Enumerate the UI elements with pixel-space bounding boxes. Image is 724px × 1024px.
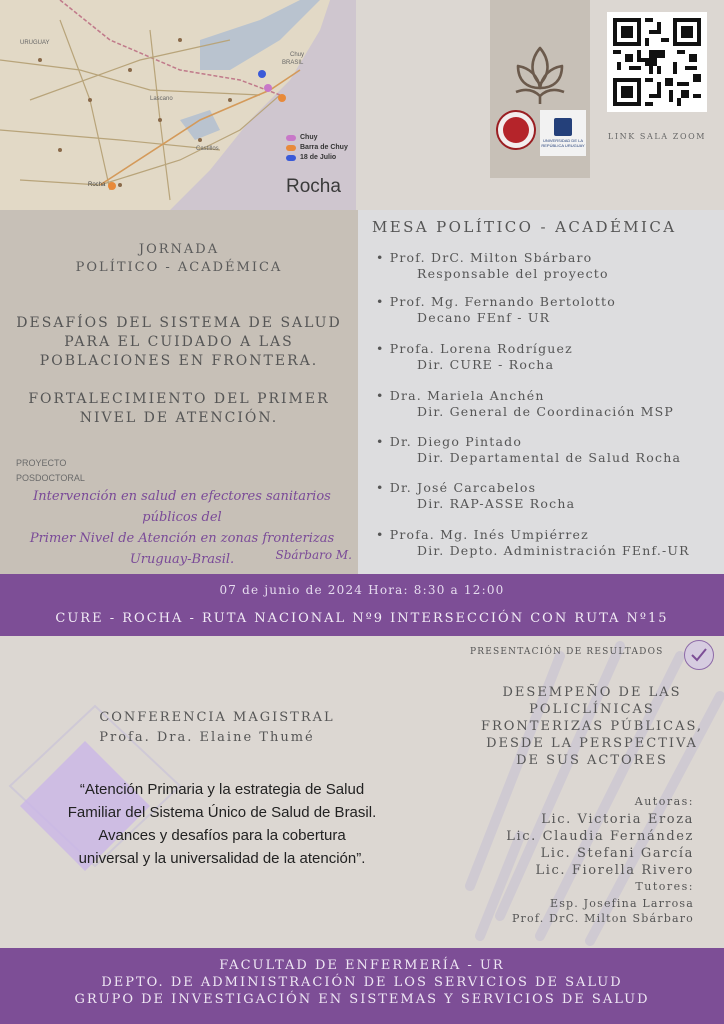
member-role: Decano FEnf - UR bbox=[417, 310, 551, 325]
authors-list bbox=[506, 811, 694, 879]
footer-line: GRUPO DE INVESTIGACIÓN EN SISTEMAS Y SERVICIOS DE SALUD bbox=[74, 992, 650, 1007]
headline-line: POBLACIONES EN FRONTERA. bbox=[39, 353, 319, 369]
quote-line: Avances y desafíos para la cobertura bbox=[98, 827, 346, 844]
member-role: Responsable del proyecto bbox=[417, 266, 609, 281]
map-label-rocha: Rocha bbox=[88, 182, 106, 188]
member-role: Dir. Departamental de Salud Rocha bbox=[417, 450, 682, 465]
member-role: Dir. General de Coordinación MSP bbox=[417, 404, 674, 419]
quote-line: Familiar del Sistema Único de Salud de Brasil. bbox=[67, 804, 377, 821]
project-title-line: Intervención en salud en efectores sanitarios públicos del bbox=[33, 489, 331, 525]
tutors-list bbox=[512, 896, 694, 926]
legend-swatch bbox=[286, 155, 296, 161]
legend-swatch bbox=[286, 135, 296, 141]
zoom-qr-code[interactable] bbox=[607, 12, 707, 112]
qr-caption: LINK SALA ZOOM bbox=[607, 132, 707, 141]
member-role: Dir. Depto. Administración FEnf.-UR bbox=[417, 543, 690, 558]
event-details-band bbox=[0, 574, 724, 636]
legend-swatch bbox=[286, 145, 296, 151]
results-title-line: FRONTERIZAS PÚBLICAS, bbox=[480, 719, 704, 734]
headline-line: DESAFÍOS DEL SISTEMA DE SALUD bbox=[16, 315, 342, 331]
conference-speaker: Profa. Dra. Elaine Thumé bbox=[99, 730, 315, 745]
panel-member bbox=[376, 250, 609, 282]
project-title-line: Primer Nivel de Atención en zonas fronterizas bbox=[29, 531, 335, 546]
headline-line: PARA EL CUIDADO A LAS bbox=[64, 334, 294, 350]
panel-title: MESA POLÍTICO - ACADÉMICA bbox=[372, 218, 677, 236]
authors-label: Autoras: bbox=[634, 795, 694, 808]
member-role: Dir. RAP-ASSE Rocha bbox=[417, 496, 576, 511]
panel-members bbox=[358, 210, 724, 574]
udelar-emblem-icon bbox=[554, 118, 572, 136]
member-name: • Profa. Mg. Inés Umpiérrez bbox=[376, 527, 589, 542]
lower-section bbox=[0, 636, 724, 948]
event-location: CURE - ROCHA - RUTA NACIONAL Nº9 INTERSECCIÓN CON RUTA Nº15 bbox=[55, 611, 669, 626]
map-legend bbox=[286, 134, 348, 161]
qr-code-icon bbox=[613, 18, 701, 106]
project-label-line: POSDOCTORAL bbox=[16, 473, 85, 483]
panel-member bbox=[376, 294, 616, 326]
quote-line: universal y la universalidad de la atención”. bbox=[78, 850, 366, 867]
subheadline-line: FORTALECIMIENTO DEL PRIMER bbox=[28, 391, 330, 407]
results-title-line: DESDE LA PERSPECTIVA bbox=[486, 736, 698, 751]
results-title-line: POLICLÍNICAS bbox=[529, 702, 655, 717]
results-title-line: DESEMPEÑO DE LAS bbox=[502, 685, 682, 700]
footer-line: DEPTO. DE ADMINISTRACIÓN DE LOS SERVICIOS DE SALUD bbox=[101, 975, 623, 990]
panel-member bbox=[376, 527, 690, 559]
tutors-label: Tutores: bbox=[635, 880, 694, 893]
project-label-line: PROYECTO bbox=[16, 458, 67, 468]
event-date-time: 07 de junio de 2024 Hora: 8:30 a 12:00 bbox=[219, 583, 505, 597]
map-label-lascano: Lascano bbox=[150, 96, 173, 102]
panel-member bbox=[376, 480, 575, 512]
region-map bbox=[0, 0, 356, 210]
member-name: • Prof. Mg. Fernando Bertolotto bbox=[376, 294, 616, 309]
logo-panel bbox=[490, 0, 590, 178]
quote-line: “Atención Primaria y la estrategia de Salud bbox=[79, 781, 365, 798]
subheadline-line: NIVEL DE ATENCIÓN. bbox=[79, 410, 279, 426]
results-title-line: DE SUS ACTORES bbox=[516, 753, 668, 768]
event-subheadline bbox=[0, 390, 358, 428]
event-info-panel bbox=[0, 210, 358, 574]
fenf-seal-logo bbox=[496, 110, 536, 150]
panel-member bbox=[376, 434, 681, 466]
project-author: Sbárbaro M. bbox=[275, 548, 352, 562]
map-label-castillos: Castillos bbox=[196, 146, 219, 152]
legend-item bbox=[286, 154, 348, 161]
project-title-line: Uruguay-Brasil. bbox=[129, 552, 235, 567]
top-spacer bbox=[356, 0, 490, 210]
legend-label: Chuy bbox=[300, 134, 318, 141]
footer-line: FACULTAD DE ENFERMERÍA - UR bbox=[219, 958, 505, 973]
results-title bbox=[460, 684, 724, 769]
map-label-chuy: Chuy bbox=[290, 52, 305, 58]
member-name: • Prof. DrC. Milton Sbárbaro bbox=[376, 250, 593, 265]
event-headline bbox=[0, 314, 358, 371]
map-city-title: Rocha bbox=[286, 176, 341, 197]
member-role: Dir. CURE - Rocha bbox=[417, 357, 555, 372]
panel-member bbox=[376, 341, 573, 373]
event-type-line1: JORNADA bbox=[138, 242, 220, 257]
legend-item bbox=[286, 144, 348, 151]
map-label-uruguay: URUGUAY bbox=[20, 40, 50, 46]
qr-area bbox=[590, 0, 724, 210]
member-name: • Profa. Lorena Rodríguez bbox=[376, 341, 573, 356]
legend-label: 18 de Julio bbox=[300, 154, 337, 161]
leaf-logo-icon bbox=[512, 44, 568, 106]
conference-label: CONFERENCIA MAGISTRAL bbox=[99, 710, 335, 725]
author-name: Lic. Stefani García bbox=[540, 846, 694, 861]
author-name: Lic. Victoria Eroza bbox=[541, 812, 694, 827]
project-label bbox=[16, 456, 85, 486]
tutor-name: Esp. Josefina Larrosa bbox=[549, 897, 694, 910]
member-name: • Dr. Diego Pintado bbox=[376, 434, 523, 449]
results-label: PRESENTACIÓN DE RESULTADOS bbox=[470, 647, 664, 657]
author-name: Lic. Claudia Fernández bbox=[506, 829, 694, 844]
footer-lines bbox=[0, 957, 724, 1008]
event-type-line2: POLÍTICO - ACADÉMICA bbox=[75, 260, 283, 275]
legend-item bbox=[286, 134, 348, 141]
map-label-brasil: BRASIL bbox=[282, 60, 304, 66]
legend-label: Barra de Chuy bbox=[300, 144, 348, 151]
author-name: Lic. Fiorella Rivero bbox=[535, 863, 694, 878]
checkmark-icon bbox=[684, 640, 714, 670]
member-name: • Dr. José Carcabelos bbox=[376, 480, 537, 495]
panel-member bbox=[376, 388, 674, 420]
tutor-name: Prof. DrC. Milton Sbárbaro bbox=[511, 912, 694, 925]
member-name: • Dra. Mariela Anchén bbox=[376, 388, 545, 403]
conference-quote bbox=[20, 778, 424, 870]
footer bbox=[0, 948, 724, 1024]
udelar-logo-text: UNIVERSIDAD DE LA REPÚBLICA URUGUAY bbox=[541, 138, 585, 148]
udelar-logo bbox=[540, 110, 586, 156]
